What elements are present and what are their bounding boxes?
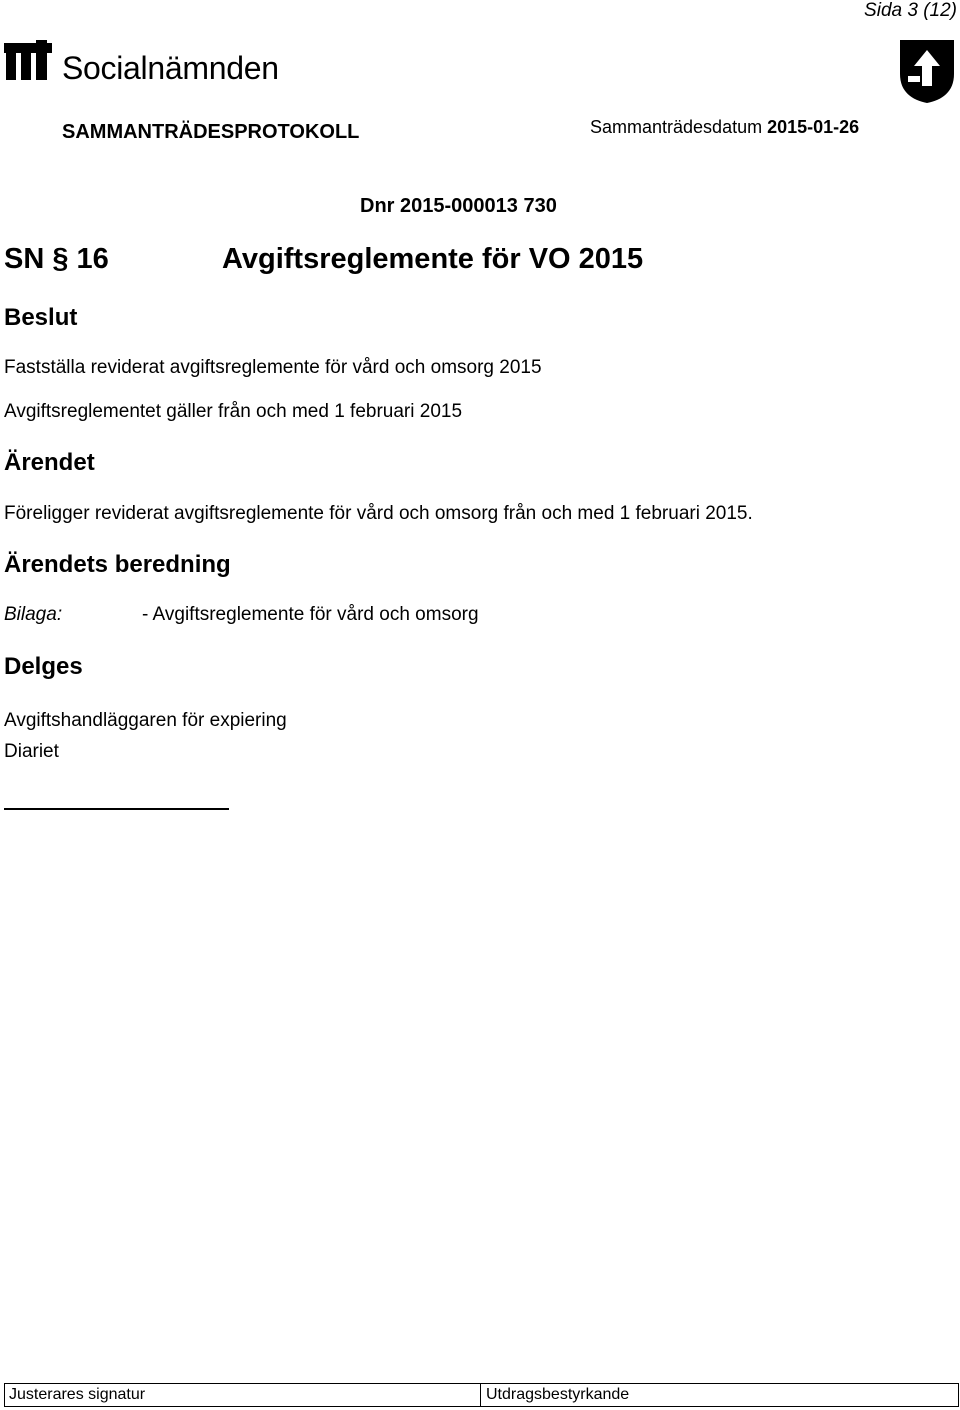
coat-of-arms-icon: [898, 36, 956, 104]
end-rule: [4, 808, 229, 810]
section-id: SN § 16: [4, 243, 109, 275]
certified-label: Utdragsbestyrkande: [486, 1386, 630, 1403]
arendet-text: Föreligger reviderat avgiftsreglemente för vård och omsorg från och med 1 februari 2015.: [4, 503, 753, 524]
signature-box: [4, 1383, 959, 1407]
signature-divider: [480, 1383, 481, 1407]
case-number: Dnr 2015-000013 730: [360, 195, 557, 217]
page-number: Sida 3 (12): [864, 0, 957, 21]
decision-item: Avgiftsreglementet gäller från och med 1 februari 2015: [4, 401, 463, 422]
delges-heading: Delges: [4, 653, 83, 680]
protocol-title: SAMMANTRÄDESPROTOKOLL: [62, 121, 360, 143]
meeting-date-label: Sammanträdesdatum: [590, 117, 763, 137]
bilaga-label: Bilaga:: [4, 604, 63, 625]
municipality-logo-icon: [4, 40, 52, 80]
arendet-heading: Ärendet: [4, 449, 95, 476]
meeting-date: [590, 117, 859, 138]
beslut-heading: Beslut: [4, 304, 78, 331]
delges-item: Diariet: [4, 741, 59, 762]
bilaga-value: - Avgiftsreglemente för vård och omsorg: [142, 604, 479, 625]
signature-label: Justerares signatur: [9, 1386, 146, 1403]
section-title: Avgiftsreglemente för VO 2015: [222, 243, 644, 275]
org-name: Socialnämnden: [62, 50, 279, 86]
meeting-date-value: 2015-01-26: [767, 117, 860, 137]
beredning-heading: Ärendets beredning: [4, 551, 231, 578]
decision-item: Fastställa reviderat avgiftsreglemente för vård och omsorg 2015: [4, 357, 542, 378]
delges-item: Avgiftshandläggaren för expiering: [4, 710, 287, 731]
